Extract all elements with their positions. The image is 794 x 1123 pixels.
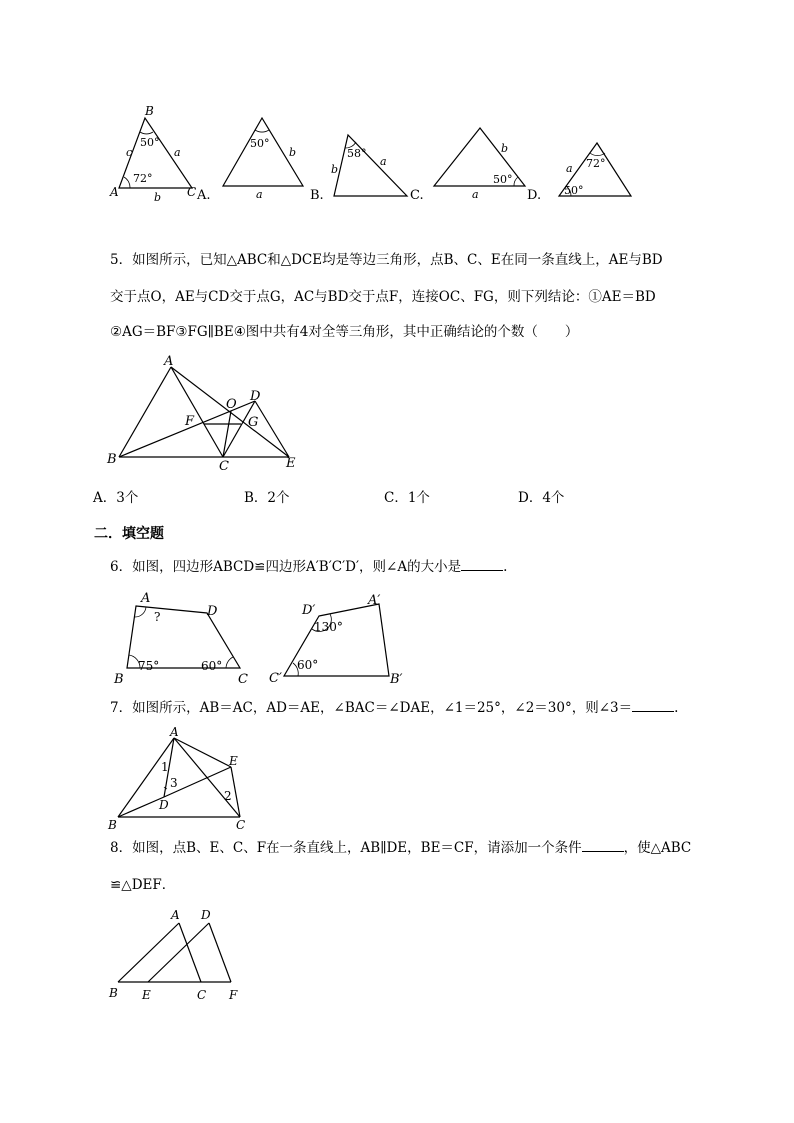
option-b-label: B.	[310, 188, 324, 203]
label-B: B	[145, 104, 154, 118]
q6-figure-2	[269, 590, 415, 687]
angle-2: 2	[224, 789, 232, 803]
q7-text: 7．如图所示，AB＝AC，AD＝AE，∠BAC＝∠DAE，∠1＝25°，∠2＝30°，则∠3＝	[110, 700, 633, 716]
q5-figure	[100, 350, 310, 475]
side-a: a	[566, 162, 573, 175]
q7-answer-blank[interactable]	[632, 699, 674, 712]
q4-option-d-triangle	[550, 140, 640, 205]
angle-58: 58°	[347, 147, 367, 160]
q5-line-2: 交于点O，AE与CD交于点G，AC与BD交于点F，连接OC、FG，则下列结论：①AE＝BD	[110, 289, 656, 305]
angle-unknown: ?	[154, 610, 161, 624]
label-C: C	[238, 672, 248, 687]
label-E: E	[142, 988, 151, 1002]
q4-option-c-triangle	[425, 120, 535, 210]
label-A-prime: A′	[368, 593, 381, 608]
q5-option-b[interactable]: B．2个	[244, 490, 290, 506]
angle-60: 60°	[297, 658, 319, 672]
label-E: E	[286, 456, 296, 471]
q5-line-3: ②AG＝BF③FG∥BE④图中共有4对全等三角形，其中正确结论的个数（ ）	[110, 324, 579, 340]
side-b: b	[289, 146, 297, 159]
q6-question	[110, 558, 507, 576]
side-a: a	[380, 155, 387, 168]
label-C: C	[197, 988, 207, 1002]
angle-75: 75°	[138, 659, 160, 673]
q6-figure-1	[110, 590, 260, 685]
label-O: O	[226, 397, 237, 412]
q8-figure	[105, 905, 255, 1005]
label-C-prime: C′	[269, 671, 282, 686]
label-F: F	[229, 988, 238, 1002]
label-D: D	[159, 798, 169, 812]
label-A: A	[141, 591, 151, 606]
q5-option-d[interactable]: D．4个	[518, 490, 565, 506]
angle-3: 3	[170, 776, 178, 790]
label-G: G	[248, 415, 259, 430]
angle-1: 1	[161, 760, 169, 774]
label-C: C	[187, 185, 197, 199]
q8-line-2: ≌△DEF．	[110, 877, 176, 893]
side-a: a	[472, 188, 479, 201]
label-D: D	[207, 604, 218, 619]
q5-option-a[interactable]: A．3个	[93, 490, 139, 506]
label-B: B	[107, 452, 117, 467]
label-A: A	[110, 185, 119, 199]
label-B: B	[114, 672, 124, 687]
angle-72: 72°	[133, 172, 153, 185]
label-A: A	[164, 354, 174, 369]
q8-answer-blank[interactable]	[582, 839, 624, 852]
label-C: C	[236, 818, 246, 832]
label-D: D	[250, 389, 261, 404]
q4-option-b-triangle	[325, 125, 415, 205]
option-a-label: A.	[197, 188, 211, 203]
q4-option-a-triangle	[210, 110, 310, 205]
angle-130: 130°	[314, 620, 343, 634]
label-C: C	[219, 459, 229, 474]
label-F: F	[185, 414, 195, 429]
label-B: B	[109, 986, 118, 1000]
q7-end: .	[674, 700, 679, 716]
q6-text: 6．如图，四边形ABCD≌四边形A′B′C′D′，则∠A的大小是	[110, 559, 462, 575]
angle-50: 50°	[493, 173, 513, 186]
option-d-label: D.	[527, 188, 542, 203]
label-D-prime: D′	[302, 603, 316, 618]
q5-option-c[interactable]: C．1个	[384, 490, 430, 506]
side-b: b	[154, 191, 162, 204]
q6-answer-blank[interactable]	[461, 558, 503, 571]
q8-text: 8．如图，点B、E、C、F在一条直线上，AB∥DE，BE＝CF，请添加一个条件	[110, 840, 582, 856]
side-b: b	[501, 142, 509, 155]
label-E: E	[229, 754, 238, 768]
label-A: A	[171, 908, 180, 922]
label-B: B	[108, 818, 117, 832]
option-c-label: C.	[410, 188, 424, 203]
q8-text-end: ，使△ABC	[623, 840, 692, 856]
q4-reference-triangle	[100, 100, 210, 210]
q7-question	[110, 699, 678, 717]
q7-figure	[105, 725, 265, 835]
angle-50: 50°	[564, 184, 584, 197]
angle-72: 72°	[586, 157, 606, 170]
label-B-prime: B′	[390, 672, 403, 687]
angle-60: 60°	[201, 659, 223, 673]
side-b: b	[331, 163, 339, 176]
label-D: D	[201, 908, 211, 922]
side-a: a	[256, 188, 263, 201]
label-A: A	[170, 725, 179, 739]
angle-50: 50°	[250, 137, 270, 150]
section-title: 二．填空题	[94, 526, 164, 542]
q5-line-1: 5．如图所示，已知△ABC和△DCE均是等边三角形，点B、C、E在同一条直线上，AE与BD	[110, 252, 663, 268]
side-a: a	[174, 146, 181, 159]
q6-end: .	[503, 559, 508, 575]
angle-50: 50°	[140, 136, 160, 149]
side-c: c	[126, 146, 133, 159]
q8-question	[110, 839, 691, 857]
